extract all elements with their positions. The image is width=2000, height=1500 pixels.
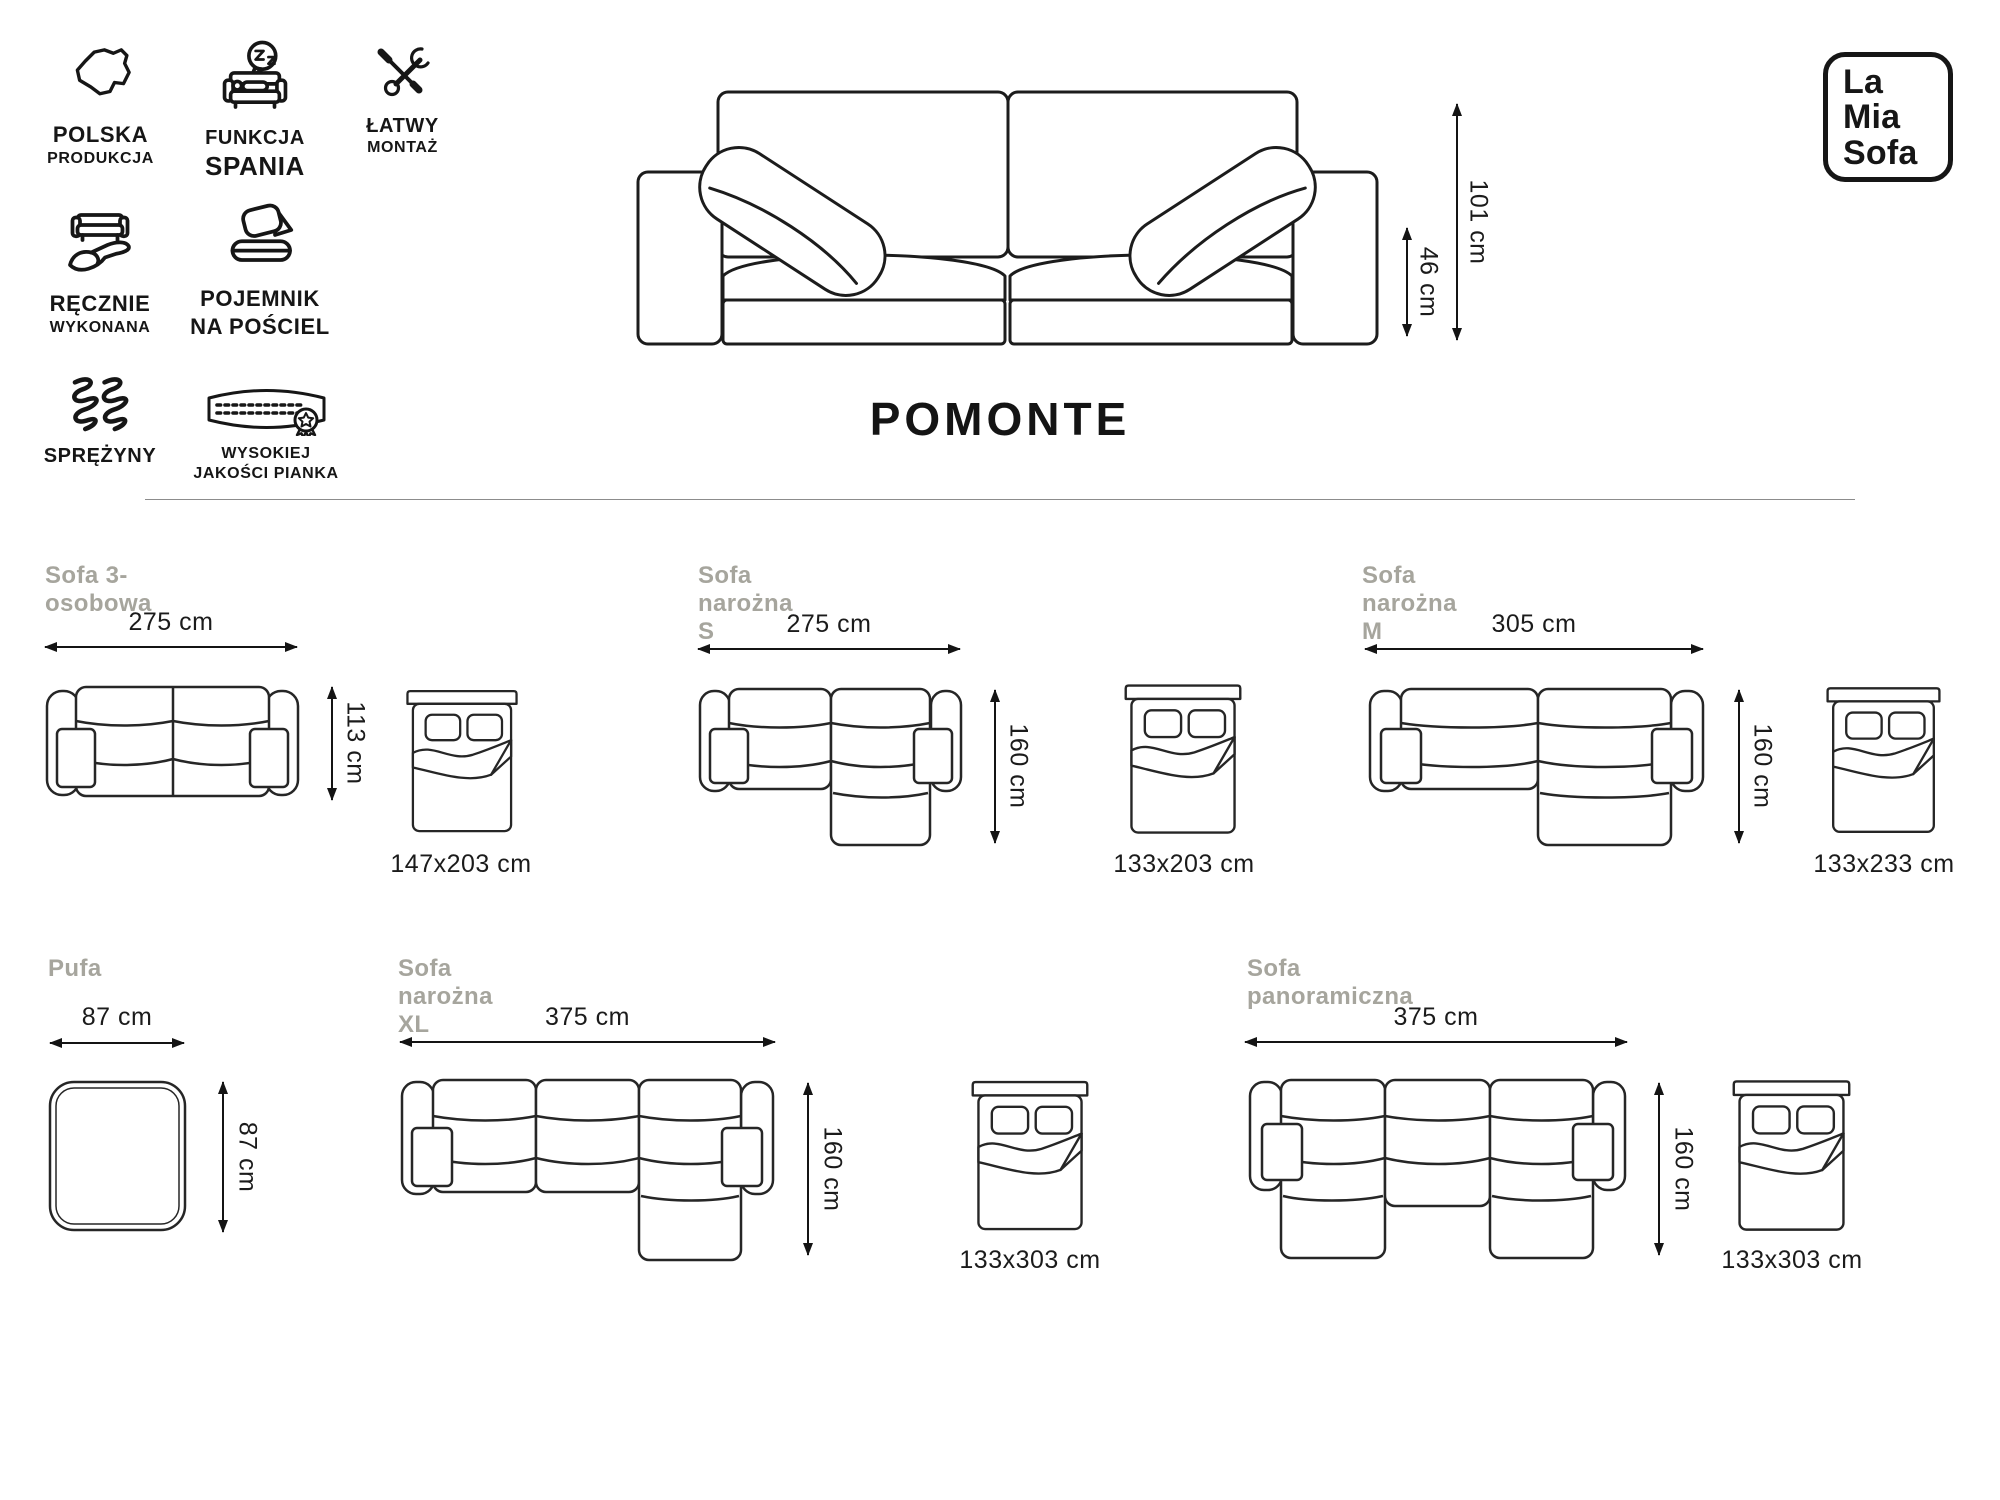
feature-recznie-wykonana [30, 205, 170, 338]
width-label: 87 cm [81, 1003, 153, 1031]
feature-label: RĘCZNIE [49, 291, 151, 316]
bed-icon [1120, 682, 1246, 838]
feature-label: POJEMNIK [200, 286, 320, 311]
logo-line: Mia [1843, 98, 1901, 137]
feature-label: POLSKA [52, 122, 149, 147]
variant-heading: Pufa [48, 955, 102, 982]
corner-sofa-s-top-view [698, 687, 963, 847]
depth-label: 87 cm [233, 1121, 262, 1193]
width-arrow [50, 1042, 184, 1044]
depth-arrow [807, 1083, 809, 1255]
poland-map-icon [65, 42, 137, 114]
depth-label: 160 cm [1669, 1126, 1698, 1212]
bed-icon [1728, 1079, 1855, 1234]
feature-label: PRODUKCJA [47, 149, 154, 167]
depth-arrow [1738, 690, 1740, 843]
feature-label: FUNKCJA [205, 127, 305, 149]
handmade-icon [60, 205, 140, 285]
feature-latwy-montaz [350, 42, 455, 158]
height-label: 101 cm [1464, 179, 1493, 265]
width-label: 275 cm [786, 610, 872, 638]
product-title: POMONTE [869, 393, 1131, 445]
logo-line: Sofa [1843, 133, 1918, 172]
width-label: 275 cm [128, 608, 214, 636]
bed-size-label: 133x303 cm [1721, 1246, 1863, 1274]
feature-label: MONTAŻ [367, 139, 438, 157]
feature-polska-produkcja [38, 42, 163, 169]
bedding-storage-icon [220, 200, 300, 280]
feature-label: SPANIA [205, 151, 305, 182]
width-label: 305 cm [1491, 610, 1577, 638]
depth-label: 160 cm [818, 1126, 847, 1212]
feature-pojemnik-na-posciel [185, 200, 335, 340]
variant-heading: Sofa panoramiczna [1247, 955, 1414, 1010]
logo-line: La [1843, 63, 1884, 101]
bed-icon [402, 684, 522, 840]
height-arrow [1456, 104, 1458, 340]
feature-funkcja-spania [185, 40, 325, 183]
variant-heading: Sofa narożna M [1362, 562, 1457, 645]
width-label: 375 cm [1393, 1003, 1479, 1031]
feature-label: JAKOŚCI PIANKA [193, 464, 339, 482]
bed-size-label: 147x203 cm [390, 850, 532, 878]
depth-label: 160 cm [1004, 723, 1033, 809]
easy-assembly-tools-icon [371, 42, 435, 106]
bed-icon [967, 1079, 1093, 1234]
springs-icon [67, 374, 133, 434]
section-divider [145, 499, 1855, 500]
width-label: 375 cm [545, 1003, 630, 1031]
depth-arrow [331, 687, 333, 800]
width-arrow [400, 1041, 775, 1043]
bed-size-label: 133x233 cm [1813, 850, 1955, 878]
width-arrow [45, 646, 297, 648]
variant-heading: Sofa narożna S [698, 562, 793, 645]
feature-label: WYSOKIEJ [221, 445, 311, 462]
depth-arrow [994, 690, 996, 843]
bed-size-label: 133x303 cm [959, 1246, 1101, 1274]
panoramic-sofa-top-view [1248, 1078, 1627, 1260]
feature-label: WYKONANA [49, 318, 151, 336]
feature-sprezyny [42, 374, 158, 468]
depth-arrow [1658, 1083, 1660, 1255]
variant-heading: Sofa narożna XL [398, 955, 493, 1038]
corner-sofa-xl-top-view [400, 1078, 775, 1262]
depth-label: 160 cm [1748, 723, 1777, 809]
width-arrow [1365, 648, 1703, 650]
variant-heading: Sofa 3-osobowa [45, 562, 152, 617]
bed-size-label: 133x203 cm [1113, 850, 1255, 878]
feature-label: NA POŚCIEL [190, 313, 330, 339]
depth-label: 113 cm [341, 701, 370, 785]
depth-arrow [222, 1082, 224, 1232]
corner-sofa-m-top-view [1368, 687, 1705, 847]
feature-label: SPRĘŻYNY [43, 445, 157, 467]
seat-height-arrow [1406, 228, 1408, 336]
feature-label: ŁATWY [366, 115, 439, 137]
sofa-3-top-view [45, 685, 300, 800]
sleep-function-icon [216, 40, 294, 118]
pufa-top-view [48, 1080, 187, 1232]
feature-wysokiej-jakosci-pianka [190, 382, 342, 484]
bed-icon [1822, 684, 1945, 838]
sofa-front-illustration [630, 72, 1385, 352]
width-arrow [1245, 1041, 1627, 1043]
seat-height-label: 46 cm [1414, 246, 1443, 318]
high-quality-foam-icon [203, 382, 330, 436]
width-arrow [698, 648, 960, 650]
la-mia-sofa-logo [1823, 52, 1953, 182]
